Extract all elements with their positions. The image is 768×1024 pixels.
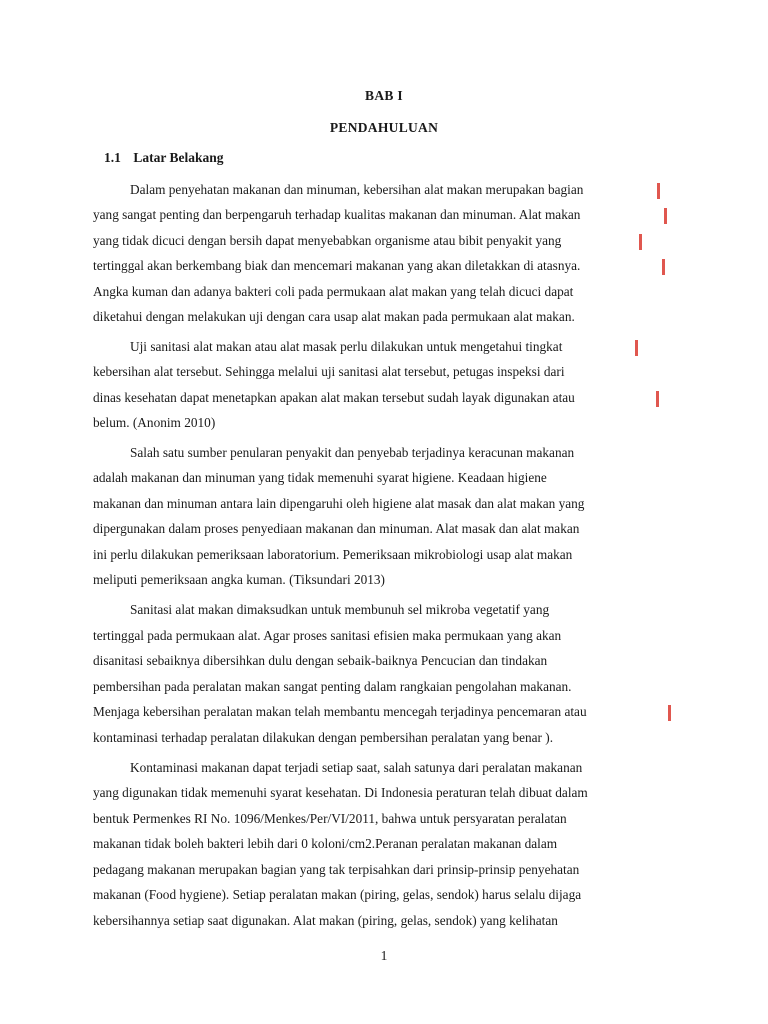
text-line: Kontaminasi makanan dapat terjadi setiap saat, salah satunya dari peralatan makanan bbox=[130, 760, 583, 775]
text-line: Angka kuman dan adanya bakteri coli pada permukaan alat makan yang telah dicuci dapat bbox=[93, 284, 574, 299]
text-line: pedagang makanan merupakan bagian yang tak terpisahkan dari prinsip-prinsip penyehatan bbox=[93, 862, 580, 877]
subsection-title: Latar Belakang bbox=[133, 150, 224, 165]
text-line: meliputi pemeriksaan angka kuman. (Tiksundari 2013) bbox=[93, 572, 385, 587]
text-line: kebersihan alat tersebut. Sehingga melalui uji sanitasi alat tersebut, petugas inspeksi dari bbox=[93, 364, 565, 379]
margin-mark bbox=[635, 340, 638, 356]
text-line: yang tidak dicuci dengan bersih dapat menyebabkan organisme atau bibit penyakit yang bbox=[93, 233, 562, 248]
chapter-title: BAB I bbox=[365, 88, 403, 103]
text-line: diketahui dengan melakukan uji dengan cara usap alat makan pada permukaan alat makan. bbox=[93, 309, 575, 324]
text-line: Salah satu sumber penularan penyakit dan penyebab terjadinya keracunan makanan bbox=[130, 445, 575, 460]
margin-mark bbox=[662, 259, 665, 275]
text-line: tertinggal akan berkembang biak dan mencemari makanan yang akan diletakkan di atasnya. bbox=[93, 258, 581, 273]
margin-mark bbox=[657, 183, 660, 199]
text-line: bentuk Permenkes RI No. 1096/Menkes/Per/VI/2011, bahwa untuk persyaratan peralatan bbox=[93, 811, 567, 826]
margin-mark bbox=[664, 208, 667, 224]
text-line: adalah makanan dan minuman yang tidak memenuhi syarat higiene. Keadaan higiene bbox=[93, 470, 547, 485]
text-line: tertinggal pada permukaan alat. Agar proses sanitasi efisien maka permukaan yang akan bbox=[93, 628, 562, 643]
text-line: belum. (Anonim 2010) bbox=[93, 415, 216, 430]
text-line: yang sangat penting dan berpengaruh terhadap kualitas makanan dan minuman. Alat makan bbox=[93, 207, 581, 222]
margin-mark bbox=[668, 705, 671, 721]
text-line: kebersihannya setiap saat digunakan. Alat makan (piring, gelas, sendok) yang kelihatan bbox=[93, 913, 558, 928]
text-line: Uji sanitasi alat makan atau alat masak perlu dilakukan untuk mengetahui tingkat bbox=[130, 339, 563, 354]
text-line: pembersihan pada peralatan makan sangat penting dalam rangkaian pengolahan makanan. bbox=[93, 679, 572, 694]
page-number: 1 bbox=[380, 948, 388, 963]
text-line: disanitasi sebaiknya dibersihkan dulu dengan sebaik-baiknya Pencucian dan tindakan bbox=[93, 653, 548, 668]
text-line: makanan tidak boleh bakteri lebih dari 0 koloni/cm2.Peranan peralatan makanan dalam bbox=[93, 836, 558, 851]
margin-mark bbox=[639, 234, 642, 250]
subsection-number: 1.1 bbox=[104, 150, 121, 165]
text-line: kontaminasi terhadap peralatan dilakukan dengan pembersihan peralatan yang benar ). bbox=[93, 730, 554, 745]
text-line: Dalam penyehatan makanan dan minuman, kebersihan alat makan merupakan bagian bbox=[130, 182, 584, 197]
text-line: dinas kesehatan dapat menetapkan apakan alat makan tersebut sudah layak digunakan atau bbox=[93, 390, 575, 405]
text-line: Menjaga kebersihan peralatan makan telah membantu mencegah terjadinya pencemaran atau bbox=[93, 704, 587, 719]
subsection-heading bbox=[104, 150, 224, 166]
text-line: yang digunakan tidak memenuhi syarat kesehatan. Di Indonesia peraturan telah dibuat dalam bbox=[93, 785, 588, 800]
margin-mark bbox=[656, 391, 659, 407]
section-title: PENDAHULUAN bbox=[329, 120, 439, 135]
text-line: dipergunakan dalam proses penyediaan makanan dan minuman. Alat masak dan alat makan bbox=[93, 521, 580, 536]
text-line: ini perlu dilakukan pemeriksaan laboratorium. Pemeriksaan mikrobiologi usap alat makan bbox=[93, 547, 573, 562]
text-line: makanan (Food hygiene). Setiap peralatan makan (piring, gelas, sendok) harus selalu dijaga bbox=[93, 887, 582, 902]
text-line: makanan dan minuman antara lain dipengaruhi oleh higiene alat masak dan alat makan yang bbox=[93, 496, 585, 511]
text-line: Sanitasi alat makan dimaksudkan untuk membunuh sel mikroba vegetatif yang bbox=[130, 602, 550, 617]
